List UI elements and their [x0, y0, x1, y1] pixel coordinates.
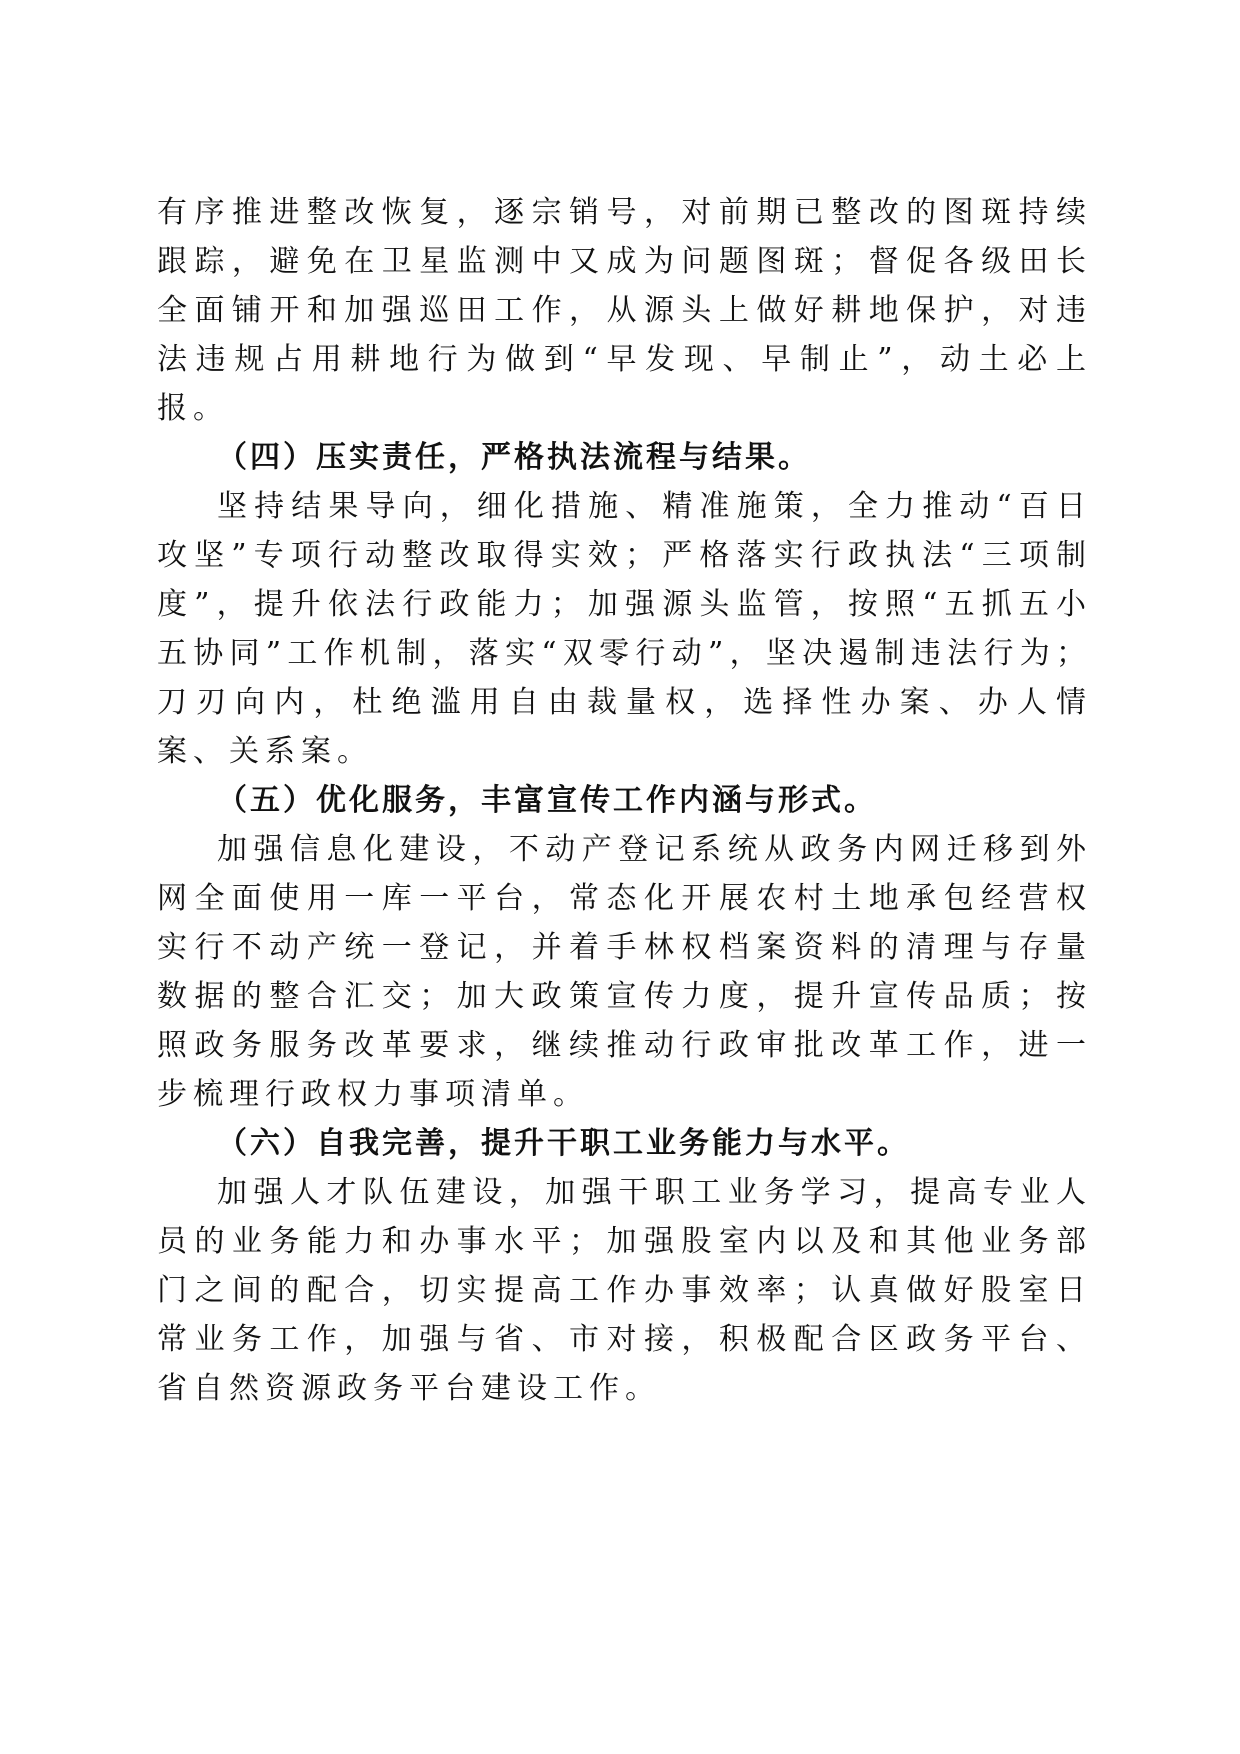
document-body: [157, 188, 1092, 1413]
section-body-5: 加强信息化建设，不动产登记系统从政务内网迁移到外网全面使用一库一平台，常态化开展农村土地承包经营权实行不动产统一登记，并着手林权档案资料的清理与存量数据的整合汇交；加大政策宣传力度，提升宣传品质；按照政务服务改革要求，继续推动行政审批改革工作，进一步梳理行政权力事项清单。: [157, 832, 1092, 1112]
section-heading-6: （六）自我完善，提升干职工业务能力与水平。: [217, 1126, 910, 1161]
section-body-6: 加强人才队伍建设，加强干职工业务学习，提高专业人员的业务能力和办事水平；加强股室内以及和其他业务部门之间的配合，切实提高工作办事效率；认真做好股室日常业务工作，加强与省、市对接，积极配合区政务平台、省自然资源政务平台建设工作。: [157, 1175, 1092, 1406]
section-body-4: 坚持结果导向，细化措施、精准施策，全力推动“百日攻坚”专项行动整改取得实效；严格落实行政执法“三项制度”，提升依法行政能力；加强源头监管，按照“五抓五小五协同”工作机制，落实“双零行动”，坚决遏制违法行为；刀刃向内，杜绝滥用自由裁量权，选择性办案、办人情案、关系案。: [157, 489, 1092, 769]
section-heading-4: （四）压实责任，严格执法流程与结果。: [217, 440, 811, 475]
section-heading-5: （五）优化服务，丰富宣传工作内涵与形式。: [217, 783, 877, 818]
continuation-paragraph: 有序推进整改恢复，逐宗销号，对前期已整改的图斑持续跟踪，避免在卫星监测中又成为问题图斑；督促各级田长全面铺开和加强巡田工作，从源头上做好耕地保护，对违法违规占用耕地行为做到“早发现、早制止”，动土必上报。: [157, 195, 1092, 426]
